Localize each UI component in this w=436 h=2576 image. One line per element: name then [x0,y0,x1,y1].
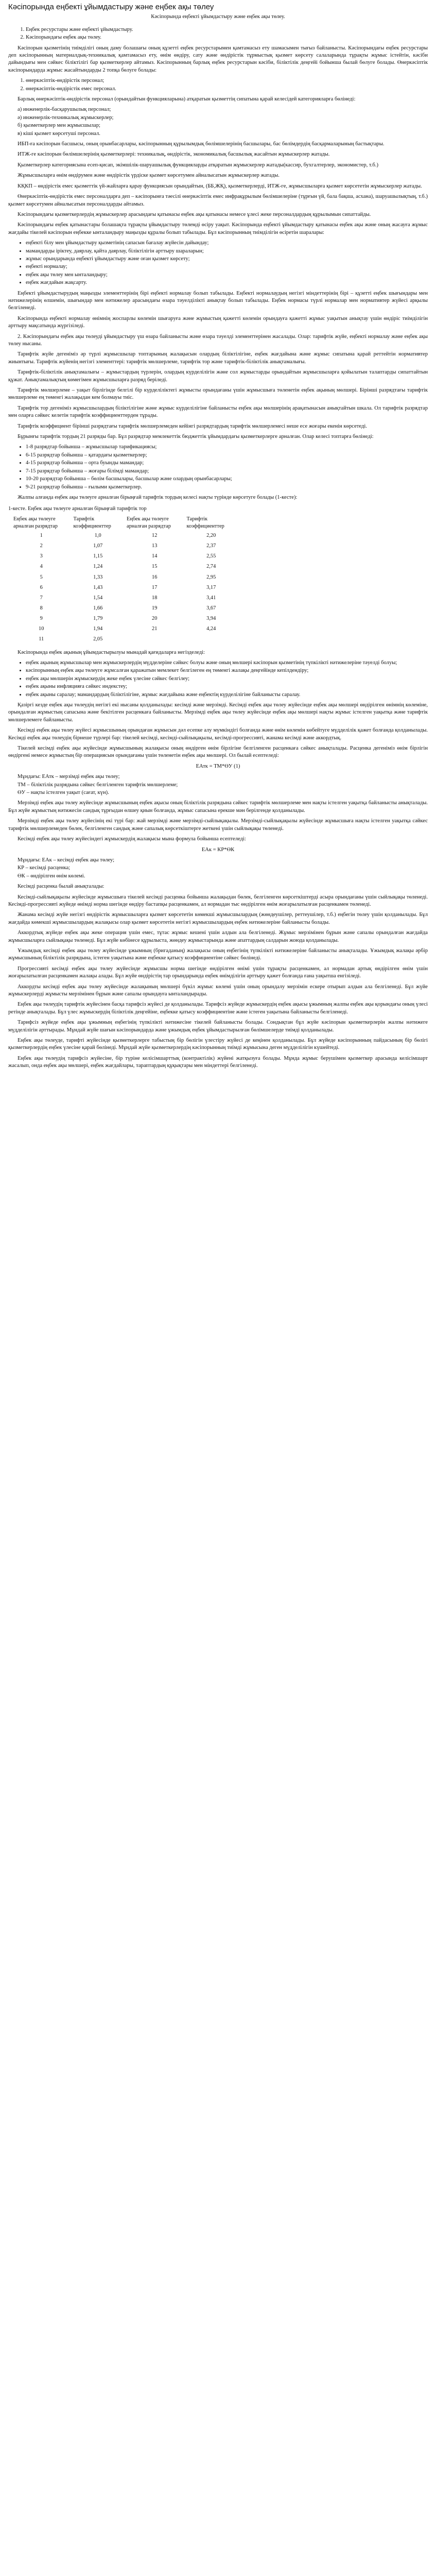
table-cell: 19 [152,605,158,611]
table-header-cell: Еңбек ақы төлеуге арналған разрядтар [126,516,171,529]
table-cell: 6 [40,584,43,590]
table-cell: 4 [40,564,43,570]
table-cell: 13 [152,543,158,549]
table-cell: 2,05 [93,636,103,642]
table-cell: 1,43 [93,584,103,590]
table-row [11,562,238,572]
paragraph: Қазіргі кезде еңбек ақы төлеудің негізгі екі нысаны қолданылады: кесімді және мерзімді. Кесімді еңбек ақы төлеу жүйесінде еңбек ақы мөлшері өндірілген өнімнің көлеміне, орындалған жұмыстың сапасына және бекітілген расценкаға байланысты. Мерзімді еңбек ақы төлеу жүйесінде еңбек ақы мөлшері нақты жұмыс істелген уақытқа және тарифтік мөлшерлемеге байланысты. [8,702,428,723]
paragraph: Кесімді еңбек ақы төлеу жүйесі жұмысшының орындаған жұмысын дәл есепке алу мүмкіндігі болғанда және өнім көлемін көбейтуге мүдделілік қажет болғанда қолданылады. Кесімді еңбек ақы төлеудің бірнеше түрлері бар: тікелей кесімді, кесімді-сыйлықақылы, кесімді-прогрессивті, жанама кесімді және аккордтық. [8,727,428,741]
list-item: • 4-15 разрядтар бойынша – орта буынды мамандар; [26,460,428,467]
paragraph: Кесімді-сыйлықақылы жүйесінде жұмысшыға тікелей кесімді расценка бойынша жалақыдан бөлек, белгіленген көрсеткіштерді асыра орындағаны үшін сыйлықақы төленеді. Кесімді-прогрессивті жүйеде өнімді норма шегінде өндіру бастапқы расценкамен, ал нормадан тыс өндірілген өнім жоғарылатылған расценкамен төленеді. [8,894,428,907]
table-cell [184,634,238,645]
table-cell: 2 [40,543,43,549]
table-body [11,531,238,645]
table-caption: 1-кесте. Еңбек ақы төлеуге арналған бірыңғай тарифтік тор [8,506,147,512]
table-row [11,572,238,583]
table-cell: 1,66 [93,605,103,611]
list-item: ә) инженерлік-техникалық жұмыскерлер; [18,114,114,121]
paragraph: Жұмысшыларға өнім өндірумен және өндірістік үрдіске қызмет көрсетумен айналысатын жұмыскерлер жатады. [18,173,280,179]
table-row [11,593,238,603]
table-row [11,583,238,593]
paragraph: Тарифсіз жүйеде еңбек ақы ұжымның еңбегінің түпкілікті нәтижесіне тікелей байланысты болады. Сондықтан бұл жүйе кәсіпорын қызметкерлерін жалпы нәтижеге мүдделілігін арттырады. Мұндай жүйе шағын кәсіпорындарда және ұжымдық еңбек ұйымдастырылған бөлімшелерде тиімді қолданылады. [8,1020,428,1033]
personnel-groups-list [8,77,428,93]
table-row [11,634,238,645]
table-cell: 2,95 [206,574,216,580]
table-row [11,603,238,614]
paragraph: Кәсіпорында еңбекті нормалау өнімнің жоспарлы көлемін шығаруға және жұмыстың қажетті көлемін орындауға қажетті жұмыс уақытын анықтау үшін өндіріс тиімділігін арттыру мақсатында жүргізіледі. [8,315,428,329]
legend-line: Мұндағы: ЕАтк – мерзімді еңбек ақы төлеу; [18,774,120,780]
page-title: Кәсіпорында еңбекті ұйымдастыру және еңбек ақы төлеу [8,3,214,11]
paragraph: Тікелей кесімді еңбек ақы жүйесінде жұмысшының жалақысы оның өндірген өнім бірлігіне белгіленген расценкаға сәйкес анықталады. Расценка дегеніміз өнім бірлігін өндіргені немесе жұмыстың бір операциясын орындағаны үшін төленетін еңбек ақы мөлшері. Ол былай есептеледі: [8,745,428,759]
paragraph: Мерзімді еңбек ақы төлеу жүйесінің екі түрі бар: жай мерзімді және мерзімді-сыйлықақылы. Мерзімді-сыйлықақылы жүйесінде жұмысшыға нақты істелген уақытқа сәйкес тарифтік мөлшерлемеден бөлек, белгіленген сандық және сапалық көрсеткіштерге жеткені үшін сыйлықақы төленеді. [8,818,428,832]
table-header-cell: Тарифтік коэффициенттер [73,516,111,529]
list-item: • 6-15 разрядтар бойынша – қатардағы қызметкерлер; [26,452,428,459]
paragraph: Еңбек ақы төлеудің тарифтік жүйесінен басқа тарифсіз жүйесі де қолданылады. Тарифсіз жүйеде жұмыскердің еңбек ақысы ұжымның жалпы еңбек ақы қорындағы оның үлесі ретінде анықталады. Бұл үлес жұмыскердің біліктілік деңгейіне, еңбекке қатысу коэффициентіне және істеген уақытына байланысты белгіленеді. [8,1002,428,1015]
document [0,0,436,1079]
table-cell: 1,94 [93,626,103,632]
legend-line: ТМ – біліктілік разрядына сәйкес белгіленген тарифтік мөлшерлеме; [18,782,178,788]
paragraph: Тарифтік коэффициент бірінші разрядтағы тарифтік мөлшерлемеден кейінгі разрядтардың тарифтік мөлшерлемесі неше есе жоғары екенін көрсетеді. [18,423,367,429]
legend-line: КР – кесімді расценка; [18,865,71,871]
table-header-cell: Еңбек ақы төлеуге арналған разрядтар [13,516,58,529]
list-item: • 1-8 разрядтар бойынша – жұмысшылар тарификациясы; [26,444,428,451]
table-cell: 3,94 [206,616,216,622]
table-cell: 3 [40,553,43,560]
outline-item: 2. Кәсіпорындағы еңбек ақы төлеу. [26,34,428,41]
subtitle: Кәсіпорында еңбекті ұйымдастыру және еңбек ақы төлеу. [151,14,285,20]
table-cell: 14 [152,553,158,560]
table-cell: 2,55 [206,553,216,560]
table-row [11,531,238,541]
paragraph: Аккордтық жүйеде еңбек ақы жеке операция үшін емес, тұтас жұмыс кешені үшін алдын ала белгіленеді. Жұмыс мерзімінен бұрын және сапалы орындалған жағдайда жұмысшыларға сыйлықақы төленеді. Бұл жүйе көбінесе құрылыста, жөндеу жұмыстарында және апаттардың салдарын жоюда қолданылады. [8,930,428,943]
list-item: • еңбек жағдайын жақсарту. [26,279,428,286]
table-cell: 8 [40,605,43,611]
table-cell: 2,37 [206,543,216,549]
table-cell: 1,79 [93,616,103,622]
paragraph: Кәсіпорын қызметінің тиімділігі оның даму болашағы оның құзетті еңбек ресурстарымен қамтамасыз ету шамасымен тығыз байланысты. Кәсіпорындағы еңбек ресурстары деп кәсіпорынның материалдық-техникалық қамтамасыз ету, өнім өндіру, сату және өндірістік тұрмыстық қызмет көрсету салаларында тұрақты жұмыс істейтін, кәсіби дайындығы мен сәйкес біліктілігі бар қызметкерлер айтамыз. Кәсіпорынның барлық еңбек ресурстарын кәсіби, біліктілік деңгейі бойынша былай бөлуге болады. Өнеркәсіптік кәсіпорындарда жұмыс жасайтындарды 2 топқа бөлуге болады: [8,45,428,73]
paragraph: Кәсіпорындағы еңбек қатынастары болашақта тұрақты ұйымдастыру төлемді өсіру уақыт. Кәсіпорында еңбекті ұйымдастыру қатынасы еңбек ақы және оның жасауға жұмыс жағдайы тікелей кәсіпорын еңбекке ынталандыру маңызды құралы болып табылады. Бұл кәсіпорынның тиімділігін өсіретін шаралары: [8,222,428,235]
formula-legend [8,773,428,796]
paragraph: Жалпы алғанда еңбек ақы төлеуге арналған бірыңғай тарифтік тордың келесі нақты түрінде көрсетуге болады (1-кесте): [18,494,298,500]
paragraph: Еңбек ақы төлеуде, тарифті жүйесінде қызметкерлерге табыстың бір бөлігін үлестіру жүйесі де кеңінен қолданылады. Бұл жүйеде кәсіпорынның пайдасының бір бөлігі қызметкерлердің еңбек үлесіне қарай бөлінеді. Мұндай жүйе қызметкерлердің кәсіпорынның тиімді жұмысына деген мүдделілігін күшейтеді. [8,1038,428,1051]
legend-line: ӨК – өндірілген өнім көлемі. [18,873,85,879]
list-item: • еңбек ақы мөлшерін жұмыскердің жеке еңбек үлесіне сәйкес белгілеу; [26,675,428,683]
table-row [11,551,238,562]
paragraph: Барлық өнеркәсіптік-өндірістік персонал (орындайтын функцияларына) атқаратын қызметтің сипатына қарай келесідей категорияларға бөлінеді: [18,96,356,103]
paragraph: Кесімді расценка былай анықталады: [18,884,104,890]
list-item: б) қызметкерлер мен жұмысшылар; [18,123,100,129]
formula: ЕАк = КР*ӨК [201,846,235,853]
list-item: • 9-21 разрядтар бойынша – ғылыми қызметкерлер. [26,484,428,491]
paragraph: Кесімді еңбек ақы төлеу жүйесіндегі жұмыскердің жалақысы мына формула бойынша есептеледі: [18,836,246,842]
table-cell: 7 [40,595,43,601]
paragraph: Аккордты кесімді еңбек ақы төлеу жүйесінде жалақының мөлшері бүкіл жұмыс көлемі үшін оның орындалу мерзімін ескере отырып алдын ала белгіленеді. Бұл жүйе жұмыскерлерді жұмысты мерзімінен бұрын және сапалы орындауға ынталандырады. [8,984,428,997]
paragraph: Тарифтік тор дегеніміз жұмысшылардың біліктілігіне және жұмыс күрделілігіне байланысты еңбек ақы мөлшерінің арақатынасын анықтайтын шкала. Ол тарифтік разрядтар мен оларға сәйкес келетін тарифтік коэффициенттерден тұрады. [8,405,428,419]
paragraph: Өнеркәсіптік-өндірістік емес персоналдарға деп – кәсіпорынға тәесілі өнеркәсіптік емес инфрақұрылым бөлімшелеріне (тұрғын үй, бала бақша, асхана), шаруашылықтың, т.б.) қызмет көрсетумен айналысатын персоналдарды айтамыз. [8,194,428,207]
list-item: • мамандарды іріктеу, даярлау, қайта даярлау, біліктілігін арттыру шараларын; [26,248,428,255]
table-cell: 1,24 [93,564,103,570]
table-cell: 4,24 [206,626,216,632]
table-cell: 9 [40,616,43,622]
list-item: а) инженерлік-басқарушылық персонал; [18,107,111,113]
paragraph: КҚКП – өндірістік емес қызметтік үй-жайларға қарау функциясын орындайтын, (ББ,ЖҚ), қызметкерлерді, ИТЖ-ге, жұмысшыларға қызмет көрсететін жұмыскерлер жатады. [18,183,422,189]
paragraph: Кәсіпорында еңбек ақының ұйымдастырылуы мынадай қағидаларға негізделеді: [18,649,205,655]
paragraph: Тарифтік мөлшерлеме – уақыт бірлігінде белгілі бір күрделіліктегі жұмысты орындағаны үшін жұмысшыға төленетін еңбек ақының мөлшері. Бірінші разрядтағы тарифтік мөлшерлеме ең төменгі жалақыдан кем болмауы тиіс. [8,387,428,401]
paragraph: Ұжымдық кесімді еңбек ақы төлеу жүйесінде ұжымның (бригаданың) жалақысы оның еңбегінің түпкілікті нәтижелеріне байланысты анықталады. Ұжымдық жалақы әрбір жұмысшының біліктілік разрядына, істеген уақытына және еңбекке қатысу коэффициентіне сәйкес бөлінеді. [8,947,428,961]
paragraph: Прогрессивті кесімді еңбек ақы төлеу жүйесінде жұмысшы норма шегінде өндірілген өнімі үшін тұрақты расценкамен, ал нормадан артық өндірілген өнім үшін жоғарылатылған расценкамен жалақы алады. Бұл жүйе өндірістің тар орындарында еңбек өнімділігін арттыру қажет болғанда ғана уақытша енгізіледі. [8,965,428,979]
table-cell: 1,0 [94,533,101,539]
table-cell: 10 [39,626,44,632]
table-cell: 1,15 [93,553,103,560]
paragraph: Қызметкерлер категориясына есеп-қисап, экімшілік-шаруашылық функцияларды атқаратын жұмыскерлер жатады(кассир, бухгалтерлер, экономистер, т.б.) [18,162,378,168]
list-item: • еңбек ақының жұмысшылар мен жұмыскерлердің мүдделеріне сәйкес болуы және оның мөлшері кәсіпорын қызметінің түпкілікті нәтижелеріне тәуелді болуы; [26,659,428,667]
table-cell: 3,67 [206,605,216,611]
table-cell: 16 [152,574,158,580]
table-cell: 15 [152,564,158,570]
table-cell: 18 [152,595,158,601]
list-item: • еңбек ақы төлеу мен ынталандыру; [26,272,428,279]
list-item: в) кіші қызмет көрсетуші персонал. [18,130,100,137]
paragraph: ИТЖ-ге кәсіпорын бөлімшелерінің қызметкерлері: техникалық, өндірістік, экономикалық басшылық жасайтын жұмыскерлер жатады. [18,151,330,158]
table-cell [125,634,184,645]
table-header-cell: Тарифтік коэффициенттер [186,516,224,529]
list-item: • еңбекті білу мен ұйымдастыру қызметінің сапасын бағалау жүйесін дайындау; [26,240,428,247]
table-cell: 3,17 [206,584,216,590]
table-cell: 2,20 [206,533,216,539]
table-cell: 5 [40,574,43,580]
list-item: • 10-20 разрядтар бойынша – бөлім басшылары, басшылар және олардың орынбасарлары; [26,476,428,483]
paragraph: Еңбек ақы төлеудің тарифсіз жүйесіне, бір түріне келісімшарттық (контрактілік) жүйені жатқызуға болады. Мұнда жұмыс берушімен қызметкер арасында келісімшарт жасалып, онда еңбек ақы мөлшері, еңбек жағдайлары, тараптардың құқықтары мен міндеттері белгіленеді. [8,1055,428,1069]
table-row [11,541,238,551]
list-item: • еңбек ақыны инфляцияға сәйкес индекстеу; [26,683,428,690]
table-cell: 1,07 [93,543,103,549]
table-cell: 12 [152,533,158,539]
table-cell: 11 [39,636,44,642]
table-cell: 3,41 [206,595,216,601]
paragraph: Тарифтік-біліктілік анықтамалығы – жұмыстардың түрлерін, олардың күрделілігін және сол жұмыстарды орындайтын жұмысшыларға қойылатын талаптарды сипаттайтын құжат. Анықтамалықтың көмегімен жұмысшыларға разряд беріледі. [8,369,428,383]
table-row [11,624,238,634]
paragraph: Тарифтік жүйе дегеніміз әр түрлі жұмысшылар топтарының жалақысын олардың біліктілігіне, еңбек жағдайына және жұмыс сипатына қарай реттейтін нормативтер жиынтығы. Тарифтік жүйенің негізгі элементтері: тарифтік мөлшерлеме, тарифтік тор және тарифтік-біліктілік анықтамалығы. [8,351,428,365]
table-cell: 17 [152,584,158,590]
legend-line: ӨУ – нақты істелген уақыт (сағат, күн). [18,790,109,796]
measures-list [8,240,428,286]
paragraph: Еңбекті ұйымдастырудың маңызды элементтерінің бірі еңбекті нормалау болып табылады. Еңбекті нормалаудың негізгі міндеттерінің бірі – құзетті еңбек шығындары мен нәтижелерінің өлшемін, шығындар мен нәтижелер арасындағы өзара тәуелділікті анықтау болып табылады. Еңбек нормасы түрлі нормалар мен нормативтер жүйесі арқылы белгіленеді. [8,290,428,311]
list-item: • кәсіпорынның еңбек ақы төлеуге жұмсалған қаражатын мемлекет белгілеген ең төменгі жалақы деңгейінде кепілдендіру; [26,667,428,674]
legend-line: Мұндағы: ЕАк – кесімді еңбек ақы төлеу; [18,857,115,863]
tariff-grid-table [11,515,238,645]
table-cell: 2,74 [206,564,216,570]
categories-list [8,106,428,138]
table-header-row [11,515,238,531]
ranges-list [8,444,428,490]
outline-list [8,26,428,42]
list-item: • еңбекті нормалау; [26,263,428,270]
list-item: • еңбек ақыны саралау; мамандардың біліктілігіне, жұмыс жағдайына және еңбектің күрделілігіне байланысты саралау. [26,691,428,699]
paragraph: Кәсіпорындағы қызметкерлердің жұмыскерлер арасындағы қатынасы еңбек ақы қатынасы немесе ұлесі жеке персоналдардың құрылымын сипаттайды. [18,211,371,217]
principles-list [8,659,428,699]
paragraph: Бұрынғы тарифтік тордың 21 разряды бар. Бұл разрядтар мемлекеттік бюджеттік ұйымдардағы қызметкерлерге арналған. Олар келесі топтарға бөлінеді: [18,434,374,440]
table-cell: 1,54 [93,595,103,601]
outline-item: 1. Еңбек ресурстары және еңбекті ұйымдастыру. [26,26,428,33]
formula: ЕАтк = ТМ*ӨУ (1) [196,763,240,769]
paragraph: ИБП-ға кәсіпорын басшысы, оның орынбасарлары, кәсіпорынның құрылымдық бөлімшелерінің басшылары, бас бөлімдердің басқармаларының бастықтары. [18,141,385,147]
list-item: • жұмыс орындарында еңбекті ұйымдастыру және оған қызмет көрсету; [26,256,428,263]
table-cell: 21 [152,626,158,632]
list-item: • 7-15 разрядтар бойынша – жоғары білімді мамандар; [26,468,428,475]
paragraph: 2. Кәсіпорындағы еңбек ақы төлеуді ұйымдастыру үш өзара байланысты және өзара тәуелді элементтерінен жасалады. Олар: тарифтік жүйе, еңбекті нормалау және еңбек ақы төлеу нысаны. [8,333,428,347]
table-cell: 1,33 [93,574,103,580]
formula-legend [8,857,428,880]
paragraph: Мерзімді еңбек ақы төлеу жүйесінде жұмысшының еңбек ақысы оның біліктілік разрядына сәйкес тарифтік мөлшерлеме мен нақты істелген уақытқа байланысты анықталады. Бұл жүйе жұмыстың нәтижесін сандық тұрғыдан өлшеу қиын болғанда, жұмыс сапасына ерекше мән берілгенде қолданылады. [8,800,428,814]
table-cell: 1 [40,533,43,539]
paragraph: Жанама кесімді жүйе негізгі өндірістік жұмысшыларға қызмет көрсететін көмекші жұмысшылардың (жөндеушілер, реттеушілер, т.б.) еңбегін төлеу үшін қолданылады. Бұл жағдайда көмекші жұмысшылардың жалақысы олар қызмет көрсететін негізгі жұмысшылардың еңбек нәтижелеріне байланысты болады. [8,912,428,925]
table-row [11,614,238,624]
table-cell: 20 [152,616,158,622]
list-item: 1. өнеркәсіптік-өндірістік персонал; [26,77,428,84]
list-item: 2. өнеркәсіптік-өндірістік емес персонал. [26,86,428,93]
